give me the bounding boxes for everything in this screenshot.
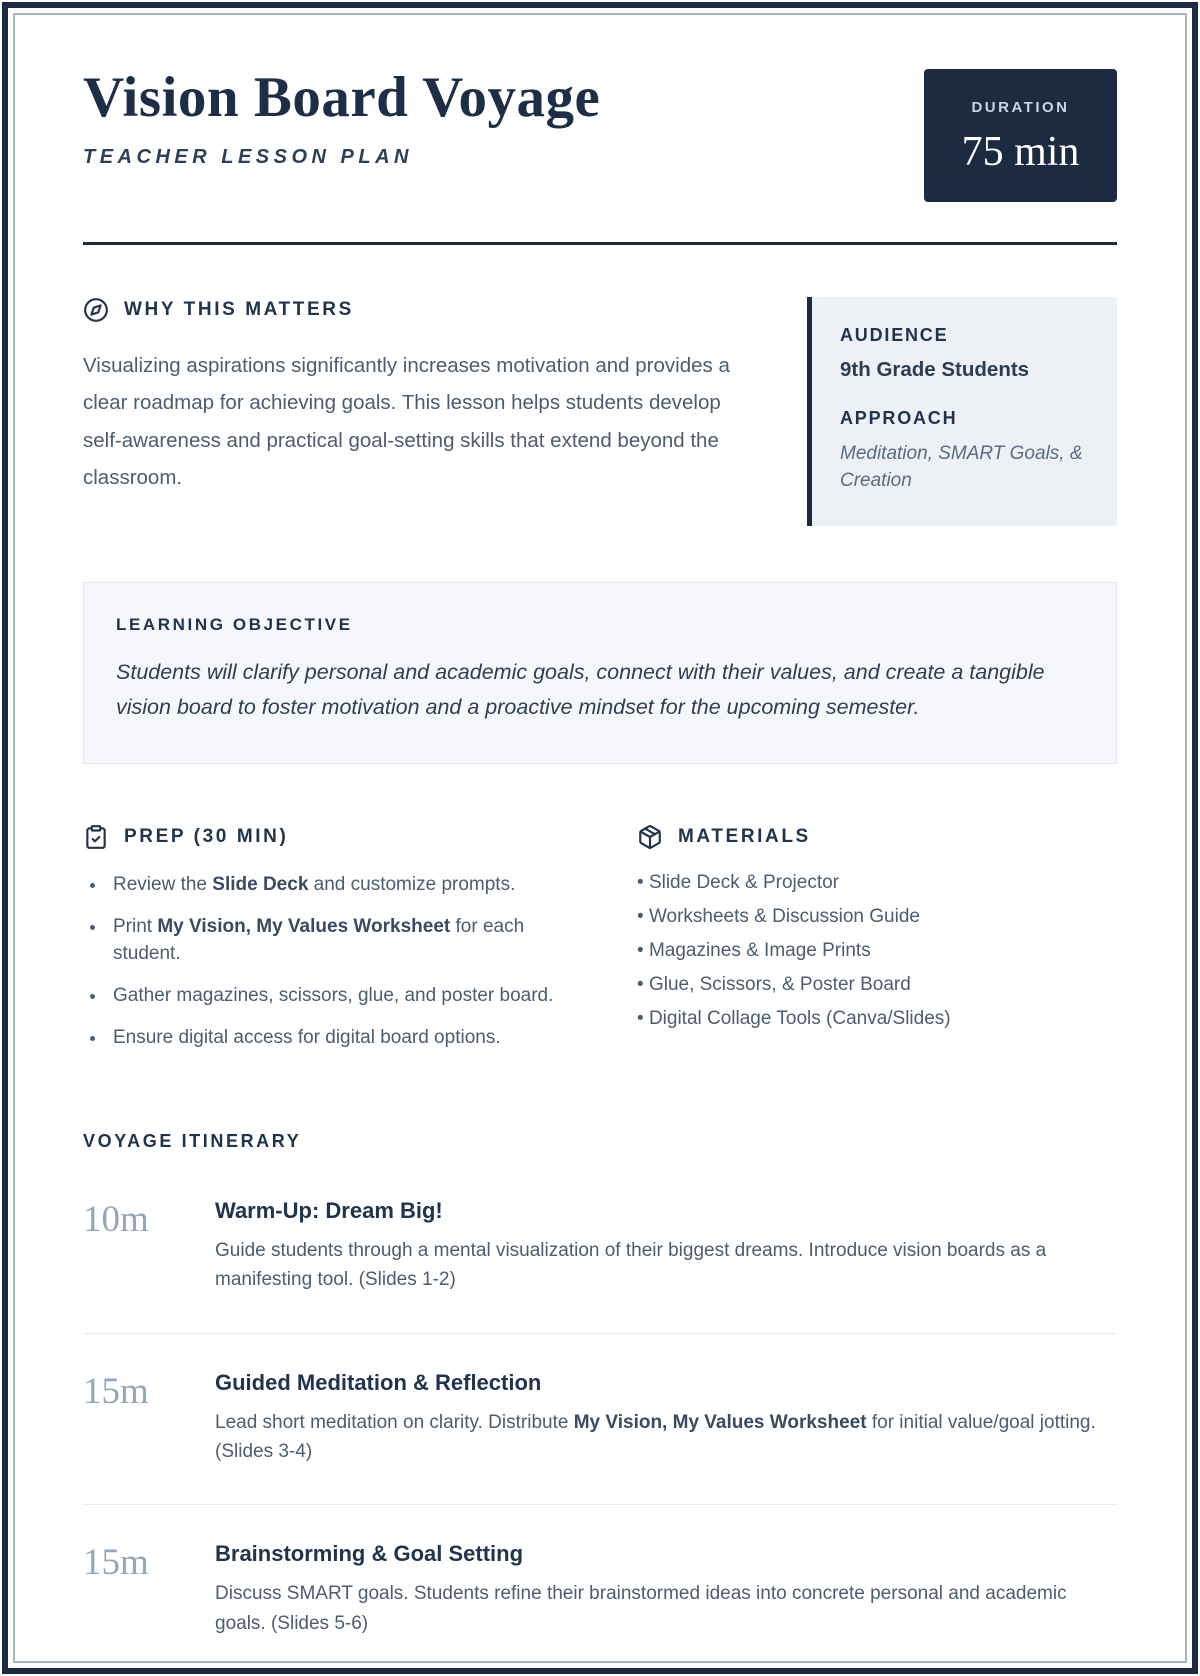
header (83, 67, 1117, 202)
itinerary-section (83, 1131, 1117, 1676)
prep-item-bold: My Vision, My Values Worksheet (157, 915, 451, 937)
itinerary-item-time: 10m (83, 1198, 149, 1240)
prep-item-text: Ensure digital access for digital board options. (113, 1026, 501, 1048)
compass-icon (83, 297, 109, 323)
audience-approach-box (807, 297, 1117, 526)
prep-item-text: for each student. (113, 915, 525, 964)
page-inner-border (13, 13, 1187, 1663)
prep-item (107, 1025, 581, 1052)
itinerary-desc-text: Lead short meditation on clarity. Distribute (215, 1411, 574, 1433)
why-section (83, 297, 1117, 526)
itinerary-item-time: 15m (83, 1542, 149, 1584)
material-item-text: Glue, Scissors, & Poster Board (648, 973, 911, 995)
prep-column (83, 824, 581, 1067)
page-subtitle: TEACHER LESSON PLAN (83, 145, 413, 168)
itinerary-desc-text: for initial value/goal jotting. (Slides 3-4) (215, 1411, 1096, 1462)
objective-body: Students will clarify personal and academic goals, connect with their values, and create a tangible vision board to foster motivation and a proactive mindset for the upcoming semester. (116, 660, 1045, 720)
itinerary-heading: VOYAGE ITINERARY (83, 1130, 302, 1151)
materials-list (637, 872, 1117, 1030)
duration-value: 75 min (961, 129, 1080, 175)
itinerary-desc-text: Discuss SMART goals. Students refine their brainstormed ideas into concrete personal and academic goals. (Slides 5-6) (215, 1583, 1067, 1634)
material-item-text: Slide Deck & Projector (648, 871, 840, 893)
prep-item-bold: Slide Deck (212, 873, 309, 895)
duration-label: DURATION (971, 99, 1070, 116)
itinerary-item-title: Brainstorming & Goal Setting (215, 1541, 524, 1567)
material-item (637, 974, 1117, 996)
prep-materials-section (83, 824, 1117, 1067)
audience-heading: AUDIENCE (840, 325, 949, 345)
prep-item-text: and customize prompts. (308, 873, 516, 895)
itinerary-item-content (215, 1198, 1117, 1295)
prep-item-text: Gather magazines, scissors, glue, and poster board. (113, 984, 554, 1006)
materials-heading: MATERIALS (678, 825, 811, 847)
prep-item-text: Print (113, 915, 158, 937)
duration-badge (924, 69, 1117, 202)
header-titles (83, 67, 600, 169)
material-item (637, 872, 1117, 894)
approach-heading: APPROACH (840, 408, 958, 428)
prep-heading-row (83, 824, 581, 850)
page-frame (2, 2, 1198, 1674)
audience-value: 9th Grade Students (840, 358, 1030, 381)
itinerary-desc-text: Guide students through a mental visualization of their biggest dreams. Introduce vision boards as a manifesting tool. (Slides 1-2) (215, 1239, 1047, 1291)
prep-item-text: Review the (113, 873, 213, 895)
materials-heading-row (637, 824, 1117, 850)
materials-column (637, 824, 1117, 1067)
material-item-text: Worksheets & Discussion Guide (648, 905, 920, 927)
header-divider (83, 242, 1117, 245)
prep-heading: PREP (30 MIN) (124, 825, 289, 847)
why-column (83, 297, 767, 496)
itinerary-item-title: Warm-Up: Dream Big! (215, 1197, 443, 1223)
package-icon (637, 824, 663, 850)
material-item-text: Magazines & Image Prints (648, 939, 871, 961)
prep-item (107, 914, 581, 968)
why-body: Visualizing aspirations significantly increases motivation and provides a clear roadmap for achieving goals. This lesson helps students develop self-awareness and practical goal-setting skills that extend beyond the classroom. (83, 354, 730, 489)
objective-heading: LEARNING OBJECTIVE (116, 615, 353, 635)
why-heading-row (83, 297, 767, 323)
itinerary-item-desc (215, 1579, 1117, 1638)
itinerary-desc-bold: My Vision, My Values Worksheet (573, 1411, 867, 1433)
prep-list (83, 872, 581, 1052)
itinerary-item-desc (215, 1236, 1117, 1295)
material-item-text: Digital Collage Tools (Canva/Slides) (648, 1007, 951, 1029)
prep-item (107, 872, 581, 899)
why-heading: WHY THIS MATTERS (124, 299, 354, 320)
material-item (637, 906, 1117, 928)
material-item (637, 940, 1117, 962)
approach-value: Meditation, SMART Goals, & Creation (840, 443, 1083, 491)
itinerary-item-content (215, 1370, 1117, 1467)
itinerary-item-time: 15m (83, 1370, 149, 1412)
itinerary-item-content (215, 1541, 1117, 1638)
learning-objective-box (83, 582, 1117, 764)
page-title: Vision Board Voyage (83, 66, 601, 129)
itinerary-item (83, 1162, 1117, 1333)
material-item (637, 1008, 1117, 1030)
itinerary-item-desc (215, 1408, 1117, 1467)
itinerary-item-title: Guided Meditation & Reflection (215, 1369, 542, 1395)
clipboard-check-icon (83, 824, 109, 850)
prep-item (107, 983, 581, 1010)
itinerary-item (83, 1504, 1117, 1676)
itinerary-list (83, 1162, 1117, 1676)
itinerary-item (83, 1333, 1117, 1505)
